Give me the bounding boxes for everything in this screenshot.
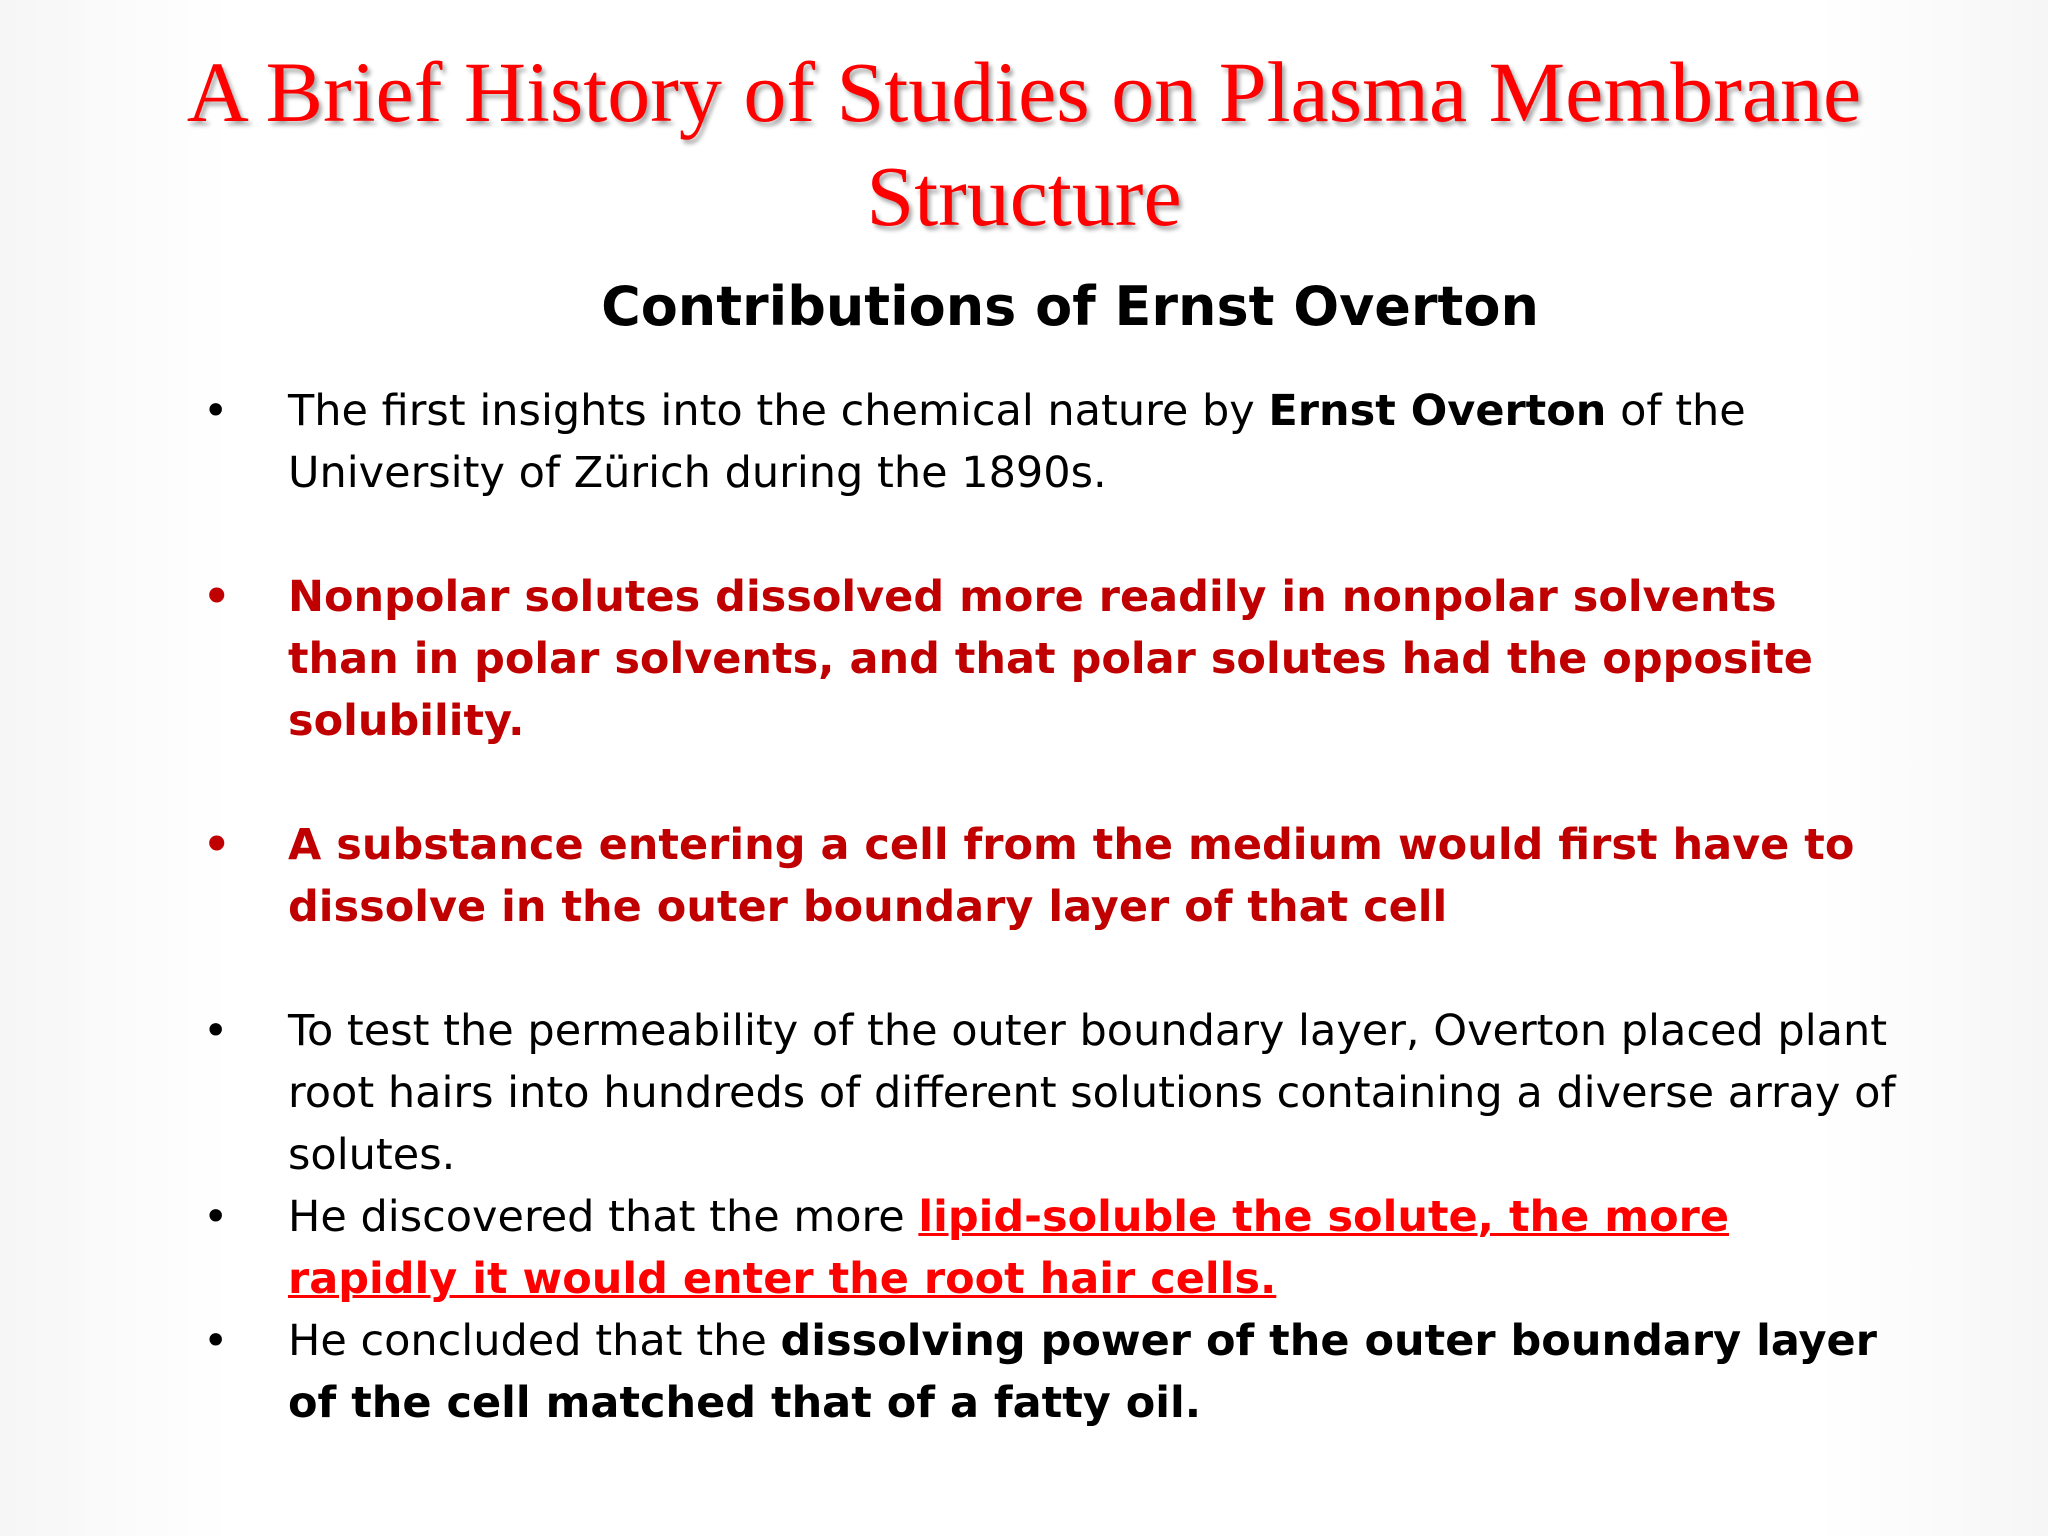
bullet-text-pre: He discovered that the more xyxy=(288,1192,919,1242)
bullet-item-overton-intro xyxy=(0,380,1898,504)
bullet-icon: • xyxy=(203,820,231,870)
bullet-text-post: of the University of Zürich during the 1890s. xyxy=(288,386,1746,498)
bullet-icon: • xyxy=(203,1006,229,1056)
slide-subtitle: Contributions of Ernst Overton xyxy=(601,275,1539,338)
bullet-item-permeability-test xyxy=(0,1000,1898,1186)
bullet-text: To test the permeability of the outer boundary layer, Overton placed plant root hairs into hundreds of different solutions containing a diverse array of solutes. xyxy=(288,1006,1896,1180)
bullet-icon: • xyxy=(203,1192,229,1242)
bullet-text-bold: dissolving power of the outer boundary layer of the cell matched that of a fatty oil. xyxy=(288,1316,1877,1428)
bullet-item-nonpolar-solutes xyxy=(0,566,1898,752)
bullet-item-conclusion xyxy=(0,1310,1898,1434)
bullet-icon: • xyxy=(203,572,231,622)
bullet-icon: • xyxy=(203,386,229,436)
bullet-text-bold: Ernst Overton xyxy=(1268,386,1607,436)
bullet-item-substance-entering xyxy=(0,814,1898,938)
slide-title-line-1: A Brief History of Studies on Plasma Membrane xyxy=(186,44,1862,140)
bullet-text-pre: He concluded that the xyxy=(288,1316,781,1366)
bullet-text: A substance entering a cell from the medium would first have to dissolve in the outer boundary layer of that cell xyxy=(288,820,1855,932)
bullet-list xyxy=(0,380,2048,1434)
bullet-icon: • xyxy=(203,1316,229,1366)
slide-title-line-2: Structure xyxy=(866,148,1182,244)
bullet-text-pre: The first insights into the chemical nature by xyxy=(288,386,1269,436)
bullet-text-highlight: lipid-soluble the solute, the more rapidly it would enter the root hair cells. xyxy=(288,1192,1729,1304)
bullet-text: Nonpolar solutes dissolved more readily in nonpolar solvents than in polar solvents, and that polar solutes had the opposite solubility. xyxy=(288,572,1813,746)
slide-title xyxy=(0,40,2048,248)
bullet-item-discovery xyxy=(0,1186,1898,1310)
